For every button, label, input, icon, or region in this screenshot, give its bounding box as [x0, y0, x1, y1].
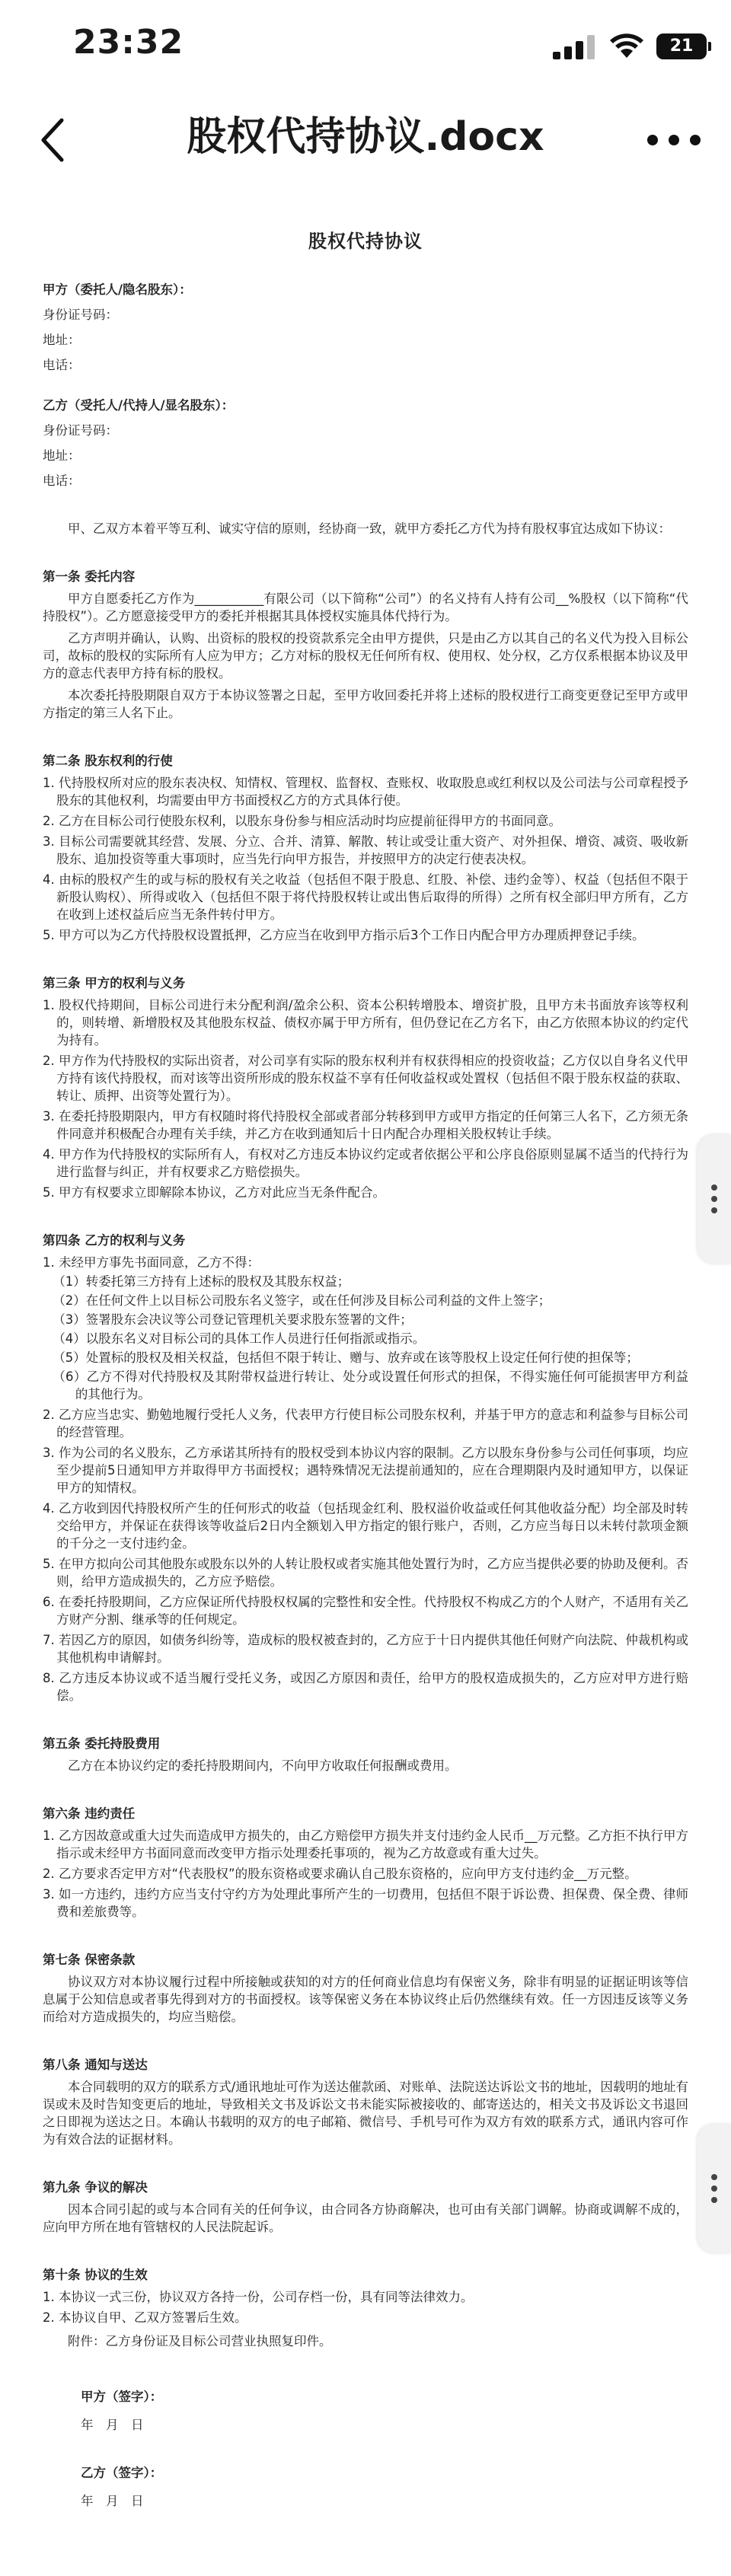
article-item: 1. 乙方因故意或重大过失而造成甲方损失的，由乙方赔偿甲方损失并支付违约金人民币__万元整。乙方拒不执行甲方指示或未经甲方书面同意而改变甲方指示处理委托事项的，视为乙方故意或有重大过失。: [43, 1828, 688, 1860]
party-b-phone-field: 电话：: [43, 473, 81, 488]
article-item: 6. 在委托持股期间，乙方应保证所代持股权权属的完整性和安全性。代持股权不构成乙方的个人财产，不适用有关乙方财产分割、继承等的任何规定。: [43, 1595, 688, 1627]
article-9: [43, 2179, 688, 2236]
dot-icon: [711, 1196, 717, 1202]
party-b-address-field: 地址：: [43, 448, 81, 463]
status-bar: [0, 0, 731, 91]
document-body: [43, 183, 688, 2510]
party-a-signature-date: 年 月 日: [81, 2418, 144, 2432]
signal-icon: [553, 35, 595, 59]
article-item: 3. 目标公司需要就其经营、发展、分立、合并、清算、解散、转让或受让重大资产、对外担保、增资、减资、吸收新股东、追加投资等重大事项时，应当先行向甲方报告，并按照甲方的决定行使表决权。: [43, 834, 688, 866]
party-b-signature-label: 乙方（签字）：: [81, 2466, 163, 2480]
signature-party-a: [43, 2388, 688, 2434]
article-item: 2. 本协议自甲、乙双方签署后生效。: [43, 2310, 247, 2325]
article-subitem: （1）转委托第三方持有上述标的股权及其股东权益；: [53, 1274, 350, 1289]
article-heading: 第七条 保密条款: [43, 1953, 136, 1967]
document-title: 股权代持协议.docx: [187, 114, 544, 160]
article-3: [43, 974, 688, 1201]
dot-icon: [711, 2185, 717, 2192]
article-item: 4. 由标的股权产生的或与标的股权有关之收益（包括但不限于股息、红股、补偿、违约金等）、权益（包括但不限于新股认购权）、所得或收入（包括但不限于将代持股权转让或出售后取得的所得）之所有权全部归甲方所有，乙方在收到上述权益后应当无条件转付甲方。: [43, 872, 688, 922]
dot-icon: [711, 1184, 717, 1191]
article-heading: 第四条 乙方的权利与义务: [43, 1233, 186, 1248]
article-paragraph: 本合同载明的双方的联系方式/通讯地址可作为送达催款函、对账单、法院送达诉讼文书的地址，因载明的地址有误或未及时告知变更后的地址，导致相关文书及诉讼文书未能实际被接收的、邮寄送达的，相关文书及诉讼文书退回之日即视为送达之日。本确认书载明的双方的电子邮箱、微信号、手机号可作为双方有效的联系方式，通讯内容可作为有效合法的证据材料。: [43, 2080, 688, 2147]
dot-icon: [711, 2197, 717, 2203]
party-a-address-field: 地址：: [43, 333, 81, 347]
article-heading: 第二条 股东权利的行使: [43, 754, 173, 768]
article-10: [43, 2266, 688, 2350]
article-item: 3. 作为公司的名义股东，乙方承诺其所持有的股权受到本协议内容的限制。乙方以股东身份参与公司任何事项，均应至少提前5日通知甲方并取得甲方书面授权；遇特殊情况无法提前通知的，应在合理期限内及时通知甲方，以保证甲方的知情权。: [43, 1446, 688, 1495]
article-item: 2. 乙方在目标公司行使股东权利，以股东身份参与相应活动时均应提前征得甲方的书面同意。: [43, 814, 561, 828]
side-menu-handle[interactable]: [697, 1134, 731, 1264]
preamble: 甲、乙双方本着平等互利、诚实守信的原则，经协商一致，就甲方委托乙方代为持有股权事宜达成如下协议：: [68, 521, 671, 536]
document-page[interactable]: [0, 183, 731, 2576]
party-b-signature-date: 年 月 日: [81, 2494, 144, 2508]
article-heading: 第十条 协议的生效: [43, 2268, 148, 2282]
article-paragraph: 因本合同引起的或与本合同有关的任何争议，由合同各方协商解决，也可由有关部门调解。协商或调解不成的，应向甲方所在地有管辖权的人民法院起诉。: [43, 2202, 688, 2234]
dot-icon: [690, 135, 701, 145]
article-2: [43, 752, 688, 944]
article-paragraph: 本次委托持股期限自双方于本协议签署之日起，至甲方收回委托并将上述标的股权进行工商变更登记至甲方或甲方指定的第三人名下止。: [43, 688, 688, 720]
article-heading: 第九条 争议的解决: [43, 2180, 148, 2195]
battery-icon: 21: [656, 33, 707, 59]
more-options-button[interactable]: [640, 117, 708, 163]
article-subitem: （5）处置标的股权及相关权益，包括但不限于转让、赠与、放弃或在该等股权上设定任何行使的担保等；: [53, 1350, 639, 1365]
article-item: 2. 甲方作为代持股权的实际出资者，对公司享有实际的股东权利并有权获得相应的投资收益；乙方仅以自身名义代甲方持有该代持股权，而对该等出资所形成的股东权益不享有任何收益权或处置权（包括但不限于股东权益的获取、转让、质押、出资等处置行为）。: [43, 1054, 688, 1103]
party-a-signature-label: 甲方（签字）：: [81, 2389, 163, 2404]
article-item: 8. 乙方违反本协议或不适当履行受托义务，或因乙方原因和责任，给甲方的股权造成损失的，乙方应对甲方进行赔偿。: [43, 1671, 688, 1703]
party-a-block: [43, 281, 688, 374]
article-item: 2. 乙方要求否定甲方对“代表股权”的股东资格或要求确认自己股东资格的，应向甲方支付违约金__万元整。: [43, 1867, 637, 1881]
dot-icon: [711, 1207, 717, 1213]
party-b-label: 乙方（受托人/代持人/显名股东）：: [43, 398, 235, 413]
article-item: 1. 未经甲方事先书面同意，乙方不得：: [43, 1255, 260, 1270]
article-item: 5. 在甲方拟向公司其他股东或股东以外的人转让股权或者实施其他处置行为时，乙方应当提供必要的协助及便利。否则，给甲方造成损失的，乙方应予赔偿。: [43, 1557, 688, 1589]
chevron-left-icon: [39, 117, 65, 163]
party-a-id-field: 身份证号码：: [43, 308, 118, 322]
party-a-phone-field: 电话：: [43, 358, 81, 372]
article-6: [43, 1805, 688, 1921]
article-item: 3. 在委托持股期限内，甲方有权随时将代持股权全部或者部分转移到甲方或甲方指定的任何第三人名下，乙方须无条件同意并积极配合办理有关手续，并乙方在收到通知后十日内配合办理相关股权转让手续。: [43, 1109, 688, 1141]
article-item: 5. 甲方有权要求立即解除本协议，乙方对此应当无条件配合。: [43, 1185, 385, 1200]
attachment-note: 附件：乙方身份证及目标公司营业执照复印件。: [68, 2334, 332, 2348]
article-item: 3. 如一方违约，违约方应当支付守约方为处理此事所产生的一切费用，包括但不限于诉讼费、担保费、保全费、律师费和差旅费等。: [43, 1887, 688, 1919]
article-paragraph: 协议双方对本协议履行过程中所接触或获知的对方的任何商业信息均有保密义务，除非有明显的证据证明该等信息属于公知信息或者事先得到对方的书面授权。该等保密义务在本协议终止后仍然继续有效。任一方因违反该等义务而给对方造成损失的，均应当赔偿。: [43, 1975, 688, 2024]
article-item: 1. 股权代持期间，目标公司进行未分配利润/盈余公积、资本公积转增股本、增资扩股，且甲方未书面放弃该等权利的，则转增、新增股权及其他股东权益、债权亦属于甲方所有，但仍登记在乙方名下，由乙方依照本协议的约定代为持有。: [43, 998, 688, 1047]
article-item: 2. 乙方应当忠实、勤勉地履行受托人义务，代表甲方行使目标公司股东权利，并基于甲方的意志和利益参与目标公司的经营管理。: [43, 1408, 688, 1439]
article-heading: 第五条 委托持股费用: [43, 1736, 161, 1751]
article-paragraph: 乙方在本协议约定的委托持股期间内，不向甲方收取任何报酬或费用。: [68, 1758, 458, 1773]
status-time: 23:32: [73, 23, 184, 62]
article-heading: 第六条 违约责任: [43, 1806, 136, 1821]
nav-bar: [0, 91, 731, 183]
side-menu-handle[interactable]: [697, 2124, 731, 2253]
article-paragraph: 甲方自愿委托乙方作为___________有限公司（以下简称“公司”）的名义持有人持有公司__%股权（以下简称“代持股权”）。乙方愿意接受甲方的委托并根据其具体授权实施具体代持行为。: [43, 591, 688, 623]
dot-icon: [711, 2174, 717, 2180]
party-b-block: [43, 397, 688, 489]
article-subitem: （4）以股东名义对目标公司的具体工作人员进行任何指派或指示。: [53, 1331, 426, 1346]
party-a-label: 甲方（委托人/隐名股东）：: [43, 282, 192, 297]
article-7: [43, 1951, 688, 2026]
dot-icon: [669, 135, 679, 145]
wifi-icon: [609, 32, 644, 59]
article-1: [43, 568, 688, 722]
article-subitem: （6）乙方不得对代持股权及其附带权益进行转让、处分或设置任何形式的担保，不得实施任何可能损害甲方利益的其他行为。: [53, 1369, 688, 1401]
article-heading: 第三条 甲方的权利与义务: [43, 976, 186, 990]
article-item: 1. 代持股权所对应的股东表决权、知情权、管理权、监督权、查账权、收取股息或红利权以及公司法与公司章程授予股东的其他权利，均需要由甲方书面授权乙方的方式具体行使。: [43, 776, 688, 808]
party-b-id-field: 身份证号码：: [43, 423, 118, 438]
article-item: 5. 甲方可以为乙方代持股权设置抵押，乙方应当在收到甲方指示后3个工作日内配合甲方办理质押登记手续。: [43, 928, 645, 942]
article-item: 4. 乙方收到因代持股权所产生的任何形式的收益（包括现金红利、股权溢价收益或任何其他收益分配）均全部及时转交给甲方，并保证在获得该等收益后2日内全额划入甲方指定的银行账户，否则，乙方应当每日以未转付款项金额的千分之一支付违约金。: [43, 1501, 688, 1551]
article-item: 1. 本协议一式三份，协议双方各持一份，公司存档一份，具有同等法律效力。: [43, 2290, 474, 2304]
dot-icon: [647, 135, 658, 145]
article-4: [43, 1232, 688, 1704]
article-paragraph: 乙方声明并确认，认购、出资标的股权的投资款系完全由甲方提供，只是由乙方以其自己的名义代为投入目标公司，故标的股权的实际所有人应为甲方；乙方对标的股权无任何所有权、使用权、处分权，乙方仅系根据本协议及甲方的意志代表甲方持有标的股权。: [43, 631, 688, 681]
article-subitem: （3）签署股东会决议等公司登记管理机关要求股东签署的文件；: [53, 1312, 413, 1327]
signature-party-b: [43, 2464, 688, 2510]
article-5: [43, 1735, 688, 1774]
article-heading: 第一条 委托内容: [43, 569, 136, 584]
article-heading: 第八条 通知与送达: [43, 2058, 148, 2072]
article-item: 4. 甲方作为代持股权的实际所有人，有权对乙方违反本协议约定或者依据公平和公序良俗原则显属不适当的代持行为进行监督与纠正，并有权要求乙方赔偿损失。: [43, 1147, 688, 1179]
article-8: [43, 2056, 688, 2148]
article-subitem: （2）在任何文件上以目标公司股东名义签字，或在任何涉及目标公司利益的文件上签字；: [53, 1293, 551, 1308]
agreement-title: 股权代持协议: [308, 231, 423, 252]
back-button[interactable]: [21, 110, 82, 171]
article-item: 7. 若因乙方的原因，如债务纠纷等，造成标的股权被查封的，乙方应于十日内提供其他任何财产向法院、仲裁机构或其他机构申请解封。: [43, 1633, 688, 1665]
